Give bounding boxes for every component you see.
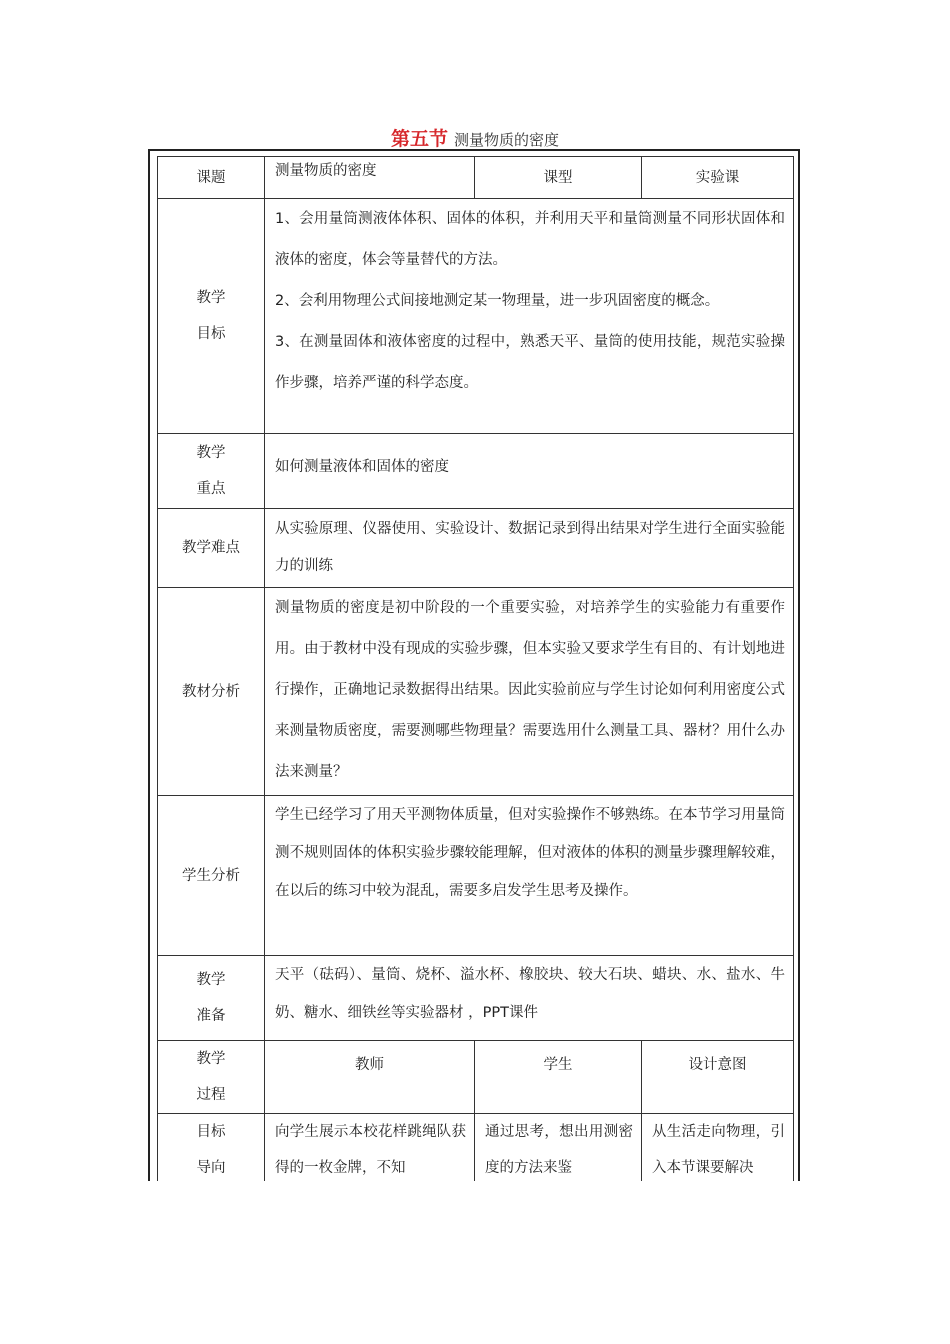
row-target	[158, 1114, 794, 1182]
material-cell	[265, 588, 794, 796]
target-student: 通过思考，想出用测密度的方法来鉴	[485, 1124, 633, 1176]
student-cell	[265, 796, 794, 956]
focus-label	[158, 434, 265, 509]
row-material	[158, 588, 794, 796]
focus-label-line2: 重点	[196, 481, 226, 497]
difficulty-label: 教学难点	[158, 509, 265, 588]
row-goals	[158, 199, 794, 434]
col-header-teacher	[265, 1041, 475, 1114]
focus-cell	[265, 434, 794, 509]
col-header-student	[475, 1041, 642, 1114]
section-subtitle: 测量物质的密度	[454, 131, 560, 149]
page-title	[0, 124, 950, 151]
process-label-line2: 过程	[196, 1087, 226, 1103]
target-label-line2: 导向	[196, 1160, 226, 1176]
focus-value: 如何测量液体和固体的密度	[275, 459, 449, 475]
prep-label-line1: 教学	[196, 972, 226, 988]
focus-label-line1: 教学	[196, 445, 226, 461]
row-process	[158, 1041, 794, 1114]
material-label: 教材分析	[158, 588, 265, 796]
lesson-plan-table	[157, 156, 794, 1181]
row-difficulty	[158, 509, 794, 588]
goal-item: 3、在测量固体和液体密度的过程中，熟悉天平、量筒的使用技能，规范实验操作步骤，培养严谨的科学态度。	[275, 334, 785, 391]
material-value: 测量物质的密度是初中阶段的一个重要实验，对培养学生的实验能力有重要作用。由于教材中没有现成的实验步骤，但本实验又要求学生有目的、有计划地进行操作，正确地记录数据得出结果。因此实验前应与学生讨论如何利用密度公式来测量物质密度，需要测哪些物理量？需要选用什么测量工具、器材？用什么办法来测量？	[275, 600, 785, 780]
row-topic	[158, 157, 794, 199]
target-teacher-cell	[265, 1114, 475, 1182]
row-focus	[158, 434, 794, 509]
goal-item: 2、会利用物理公式间接地测定某一物理量，进一步巩固密度的概念。	[275, 293, 720, 309]
col-header-student-text: 学生	[543, 1057, 573, 1073]
col-header-teacher-text: 教师	[355, 1057, 384, 1073]
goals-cell	[265, 199, 794, 434]
student-value: 学生已经学习了用天平测物体质量，但对实验操作不够熟练。在本节学习用量筒测不规则固体的体积实验步骤较能理解，但对液体的体积的测量步骤理解较难，在以后的练习中较为混乱，需要多启发学生思考及操作。	[275, 807, 785, 899]
col-header-intent-text: 设计意图	[688, 1057, 747, 1073]
col-header-intent	[642, 1041, 794, 1114]
process-label-line1: 教学	[196, 1051, 226, 1067]
target-label	[158, 1114, 265, 1182]
type-value: 实验课	[642, 157, 794, 199]
goals-label-line1: 教学	[196, 290, 226, 306]
target-label-line1: 目标	[196, 1124, 226, 1140]
process-label	[158, 1041, 265, 1114]
type-label: 课型	[475, 157, 642, 199]
goals-text	[265, 199, 793, 406]
target-student-cell	[475, 1114, 642, 1182]
prep-label-line2: 准备	[196, 1008, 226, 1024]
row-student	[158, 796, 794, 956]
topic-value-cell	[265, 157, 475, 199]
row-prep	[158, 956, 794, 1041]
prep-value: 天平（砝码）、量筒、烧杯、溢水杯、橡胶块、较大石块、蜡块、水、盐水、牛奶、糖水、细铁丝等实验器材 ，PPT课件	[275, 967, 785, 1021]
goal-item: 1、会用量筒测液体体积、固体的体积，并利用天平和量筒测量不同形状固体和液体的密度，体会等量替代的方法。	[275, 211, 785, 268]
topic-value: 测量物质的密度	[275, 163, 377, 179]
topic-label: 课题	[158, 157, 265, 199]
target-intent-cell	[642, 1114, 794, 1182]
prep-cell	[265, 956, 794, 1041]
target-teacher: 向学生展示本校花样跳绳队获得的一枚金牌，不知	[275, 1124, 466, 1176]
difficulty-value: 从实验原理、仪器使用、实验设计、数据记录到得出结果对学生进行全面实验能力的训练	[275, 521, 785, 574]
prep-label	[158, 956, 265, 1041]
lesson-plan-frame	[148, 149, 800, 1181]
goals-label	[158, 199, 265, 434]
target-intent: 从生活走向物理，引入本节课要解决	[652, 1124, 785, 1176]
goals-label-line2: 目标	[196, 326, 226, 342]
student-label: 学生分析	[158, 796, 265, 956]
section-number: 第五节	[390, 128, 448, 150]
difficulty-cell	[265, 509, 794, 588]
